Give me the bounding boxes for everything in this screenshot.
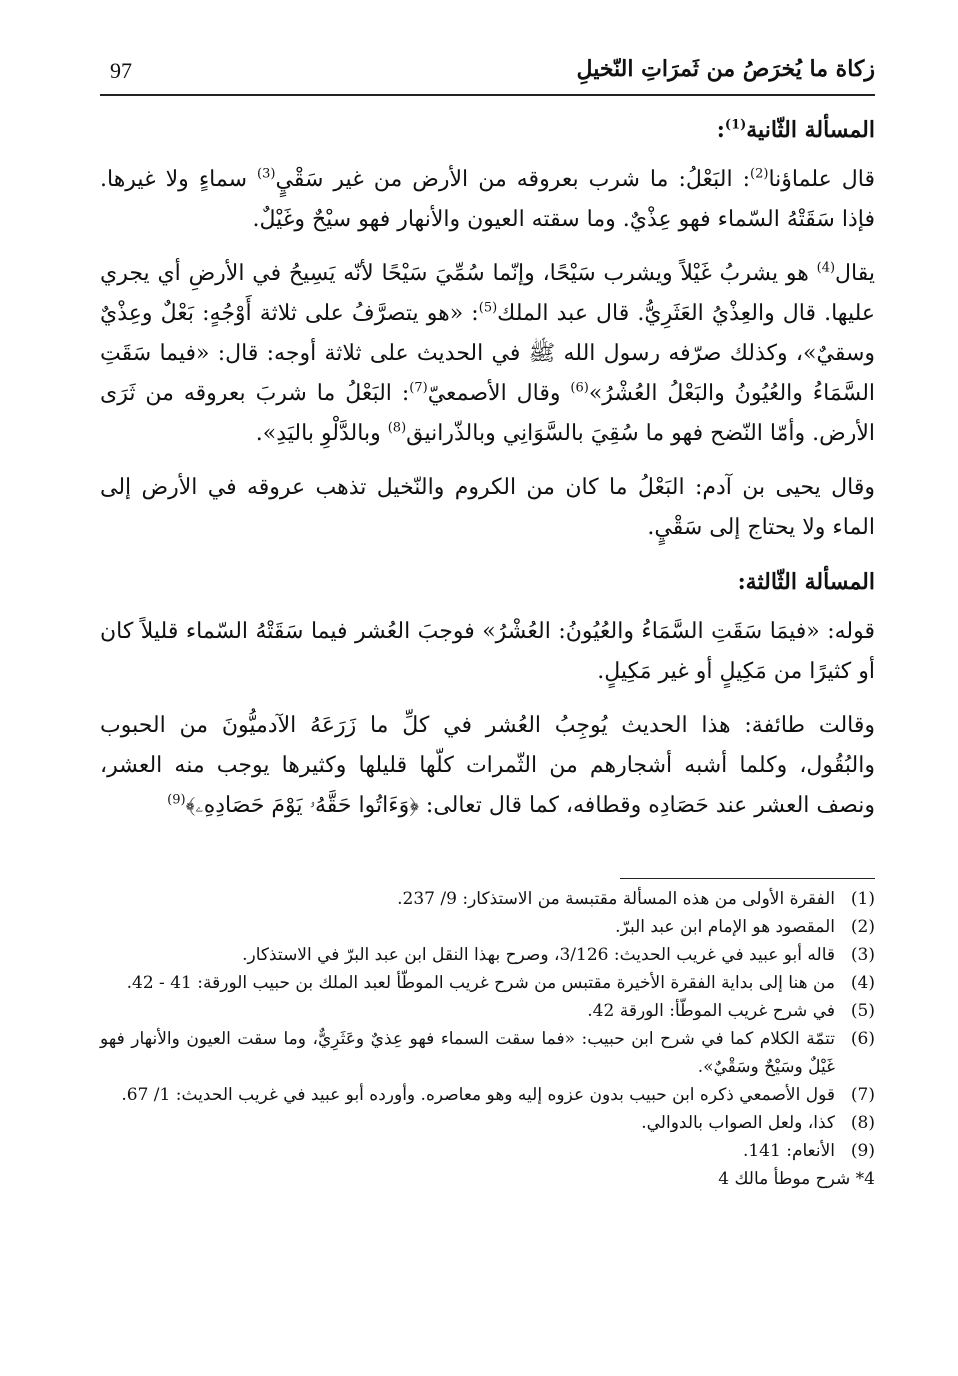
footnote	[100, 969, 875, 997]
footnote-text: الأنعام: 141.	[742, 1141, 835, 1161]
footnote-separator	[620, 878, 875, 879]
footnote-number: (9)	[850, 1141, 875, 1161]
footnote-number: (3)	[850, 945, 875, 965]
paragraph-5	[100, 706, 875, 826]
section-heading-3: المسألة الثّالثة:	[737, 569, 875, 595]
text-run: وبالدَّلْوِ باليَدِ».	[255, 421, 388, 446]
footnote-text: قول الأصمعي ذكره ابن حبيب بدون عزوه إليه وهو معاصره. وأورده أبو عبيد في غريب الحديث: 1/ 67.	[121, 1085, 835, 1105]
footnote-ref[interactable]: (8)	[387, 420, 407, 436]
footnote-ref[interactable]: (9)	[167, 792, 186, 808]
footnote-ref[interactable]: (2)	[750, 166, 769, 182]
section-heading-2	[100, 110, 875, 150]
text-run: : «هو يتصرَّفُ على ثلاثة أَوْجُهٍ: بَعْلٌ وعِذْيٌ وسقيٌ»، وكذلك صرّفه رسول الله ﷺ في الحديث على ثلاثة أوجه: قال: «فيما سَقَتِ السَّمَاءُ والعُيُونُ والبَعْلُ العُشْرُ»	[100, 301, 876, 406]
footnote	[100, 913, 875, 941]
main-text	[100, 110, 875, 840]
page-number: 97	[110, 58, 132, 83]
chapter-title: زكاة ما يُخرَصُ من ثَمرَاتِ النّخيلِ	[576, 56, 875, 82]
text-run: : البَعْلُ: ما شرب بعروقه من الأرض من غير سَقْيٍ	[275, 167, 751, 192]
footnote	[100, 885, 875, 913]
footnotes	[100, 885, 875, 1193]
footnote	[100, 997, 875, 1025]
text-run: وقالت طائفة: هذا الحديث يُوجِبُ العُشر في كلِّ ما زَرَعَهُ الآدميُّونَ من الحبوب والبُقُول، وكلما أشبه أشجارهم من الثّمرات كلّها قليلها وكثيرها يوجب منه العشر، ونصف العشر عند حَصَادِه وقطافه، كما قال تعالى: ﴿وَءَاتُوا حَقَّهُۥ يَوْمَ حَصَادِهِۦ﴾	[100, 713, 875, 818]
footnote-text: تتمّة الكلام كما في شرح ابن حبيب: «فما سقت السماء فهو عِذيٌ وعَثَرِيٌّ، وما سقت العيون والأنهار فهو غَيْلٌ وسَيْحٌ وسَقْيٌ».	[100, 1029, 835, 1077]
footnote-ref[interactable]: (3)	[257, 166, 276, 182]
footnote-number: (8)	[850, 1113, 875, 1133]
text-run: يقال	[835, 261, 875, 286]
header-rule	[100, 94, 875, 96]
heading-2-text: المسألة الثّانية	[746, 117, 875, 143]
paragraph-2	[100, 254, 875, 454]
footnote-number: (4)	[850, 973, 875, 993]
text-run: قال علماؤنا	[768, 167, 875, 192]
footnote	[100, 1081, 875, 1109]
footnote	[100, 1137, 875, 1165]
footnote-text: المقصود هو الإمام ابن عبد البرّ.	[615, 917, 835, 937]
running-header	[100, 52, 875, 92]
heading-2-colon: :	[716, 117, 725, 143]
footnote-text: الفقرة الأولى من هذه المسألة مقتبسة من الاستذكار: 9/ 237.	[397, 889, 835, 909]
footnote-ref[interactable]: (1)	[724, 117, 747, 133]
footnote-text: قاله أبو عبيد في غريب الحديث: 3/126، وصرح بهذا النقل ابن عبد البرّ في الاستذكار.	[242, 945, 835, 965]
footnote-number: (7)	[850, 1085, 875, 1105]
paragraph-1	[100, 160, 875, 240]
footnote-text: في شرح غريب الموطّأ: الورقة 42.	[587, 1001, 835, 1021]
footnote-text: كذا، ولعل الصواب بالدوالي.	[641, 1113, 835, 1133]
footnote-number: (1)	[850, 889, 875, 909]
text-run: : البَعْلُ ما شربَ بعروقه من ثَرَى الأرض. وأمّا النّضح فهو ما سُقِيَ بالسَّوَانِي وبالذّرانيق	[100, 381, 875, 446]
footnote-ref[interactable]: (7)	[409, 380, 428, 396]
footnote-number: (2)	[850, 917, 875, 937]
signature-mark: 4* شرح موطأ مالك 4	[718, 1169, 875, 1189]
text-run: وقال الأصمعيّ	[427, 381, 571, 406]
paragraph-3: وقال يحيى بن آدم: البَعْلُ ما كان من الكروم والنّخيل تذهب عروقه في الأرض إلى الماء ولا يحتاج إلى سَقْيٍ.	[100, 475, 875, 540]
text-run: سماءٍ ولا غيرها. فإذا سَقَتْهُ السّماء فهو عِذْيٌ. وما سقته العيون والأنهار فهو سيْحٌ وغَيْلٌ.	[100, 167, 875, 232]
footnote	[100, 1025, 875, 1081]
footnote-ref[interactable]: (4)	[816, 260, 836, 276]
footnote	[100, 1109, 875, 1137]
text-run: هو يشربُ غَيْلاً ويشرب سَيْحًا، وإنّما سُمِّيَ سَيْحًا لأنّه يَسِيحُ في الأرضِ أي يجري عليها. قال والعِذْيُ العَثَرِيُّ. قال عبد الملك	[100, 261, 875, 326]
paragraph-4: قوله: «فيمَا سَقَتِ السَّمَاءُ والعُيُونُ: العُشْرُ» فوجبَ العُشر فيما سَقَتْهُ السّماء قليلاً كان أو كثيرًا من مَكِيلٍ أو غير مَكِيلٍ.	[100, 619, 875, 684]
footnote-ref[interactable]: (5)	[478, 300, 498, 316]
footnote-text: من هنا إلى بداية الفقرة الأخيرة مقتبس من شرح غريب الموطّأ لعبد الملك بن حبيب الورقة: 41 - 42.	[126, 973, 835, 993]
footnote-number: (5)	[850, 1001, 875, 1021]
footnote	[100, 941, 875, 969]
footnote-number: (6)	[850, 1029, 875, 1049]
footnote-ref[interactable]: (6)	[570, 380, 589, 396]
